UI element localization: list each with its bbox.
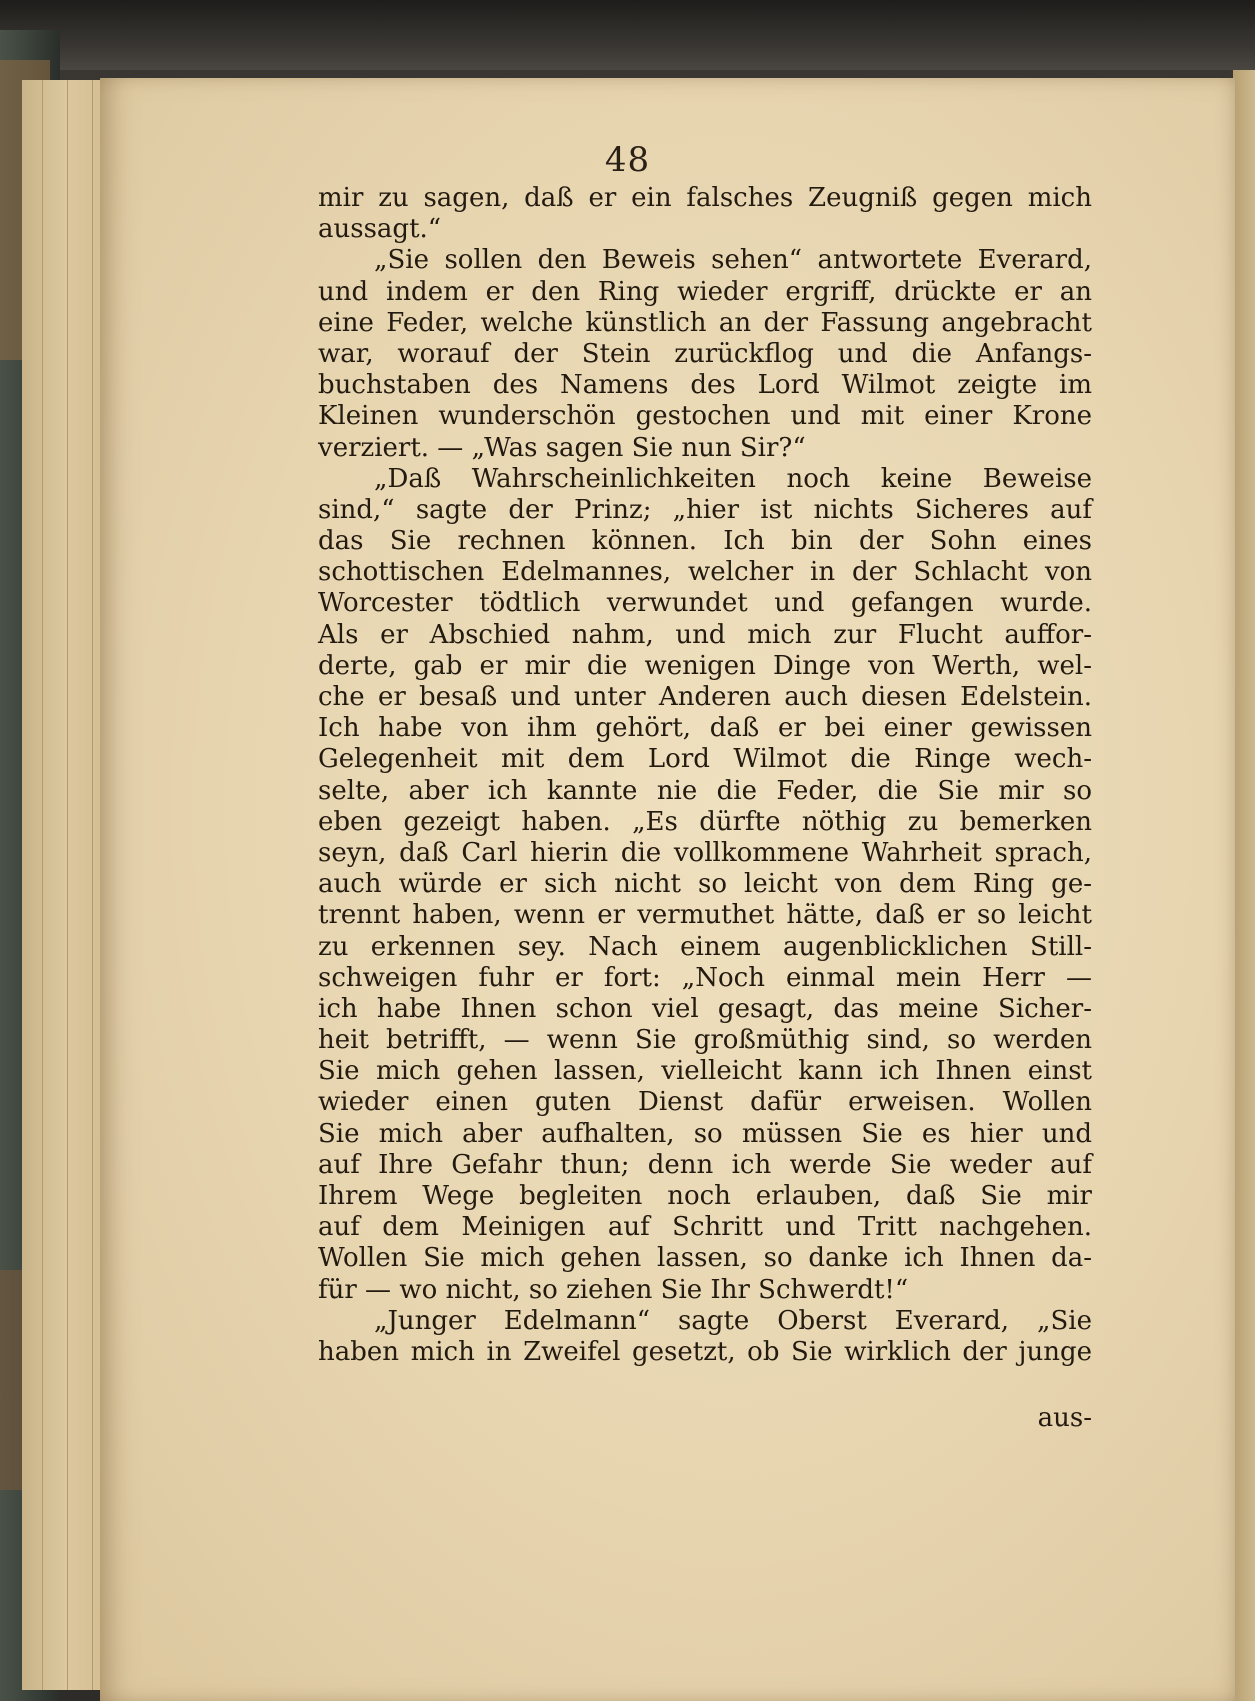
text-line: buchstaben des Namens des Lord Wilmot zeigte im — [318, 370, 1092, 401]
text-line: Kleinen wunderschön gestochen und mit einer Krone — [318, 401, 1092, 432]
text-line: war, worauf der Stein zurückflog und die Anfangs- — [318, 338, 1092, 369]
text-line: seyn, daß Carl hierin die vollkommene Wahrheit sprach, — [318, 837, 1092, 868]
text-line: ich habe Ihnen schon viel gesagt, das meine Sicher- — [318, 993, 1092, 1024]
text-line: Als er Abschied nahm, und mich zur Flucht auffor- — [318, 619, 1092, 650]
text-line: haben mich in Zweifel gesetzt, ob Sie wirklich der junge — [318, 1336, 1092, 1367]
text-line: sind,“ sagte der Prinz; „hier ist nichts Sicheres auf — [318, 494, 1092, 525]
page-edge-line — [67, 80, 68, 1690]
text-line: „Daß Wahrscheinlichkeiten noch keine Beweise — [374, 463, 1092, 494]
page-edge-line — [92, 80, 93, 1690]
text-line: auch würde er sich nicht so leicht von dem Ring ge- — [318, 869, 1092, 900]
text-line: wieder einen guten Dienst dafür erweisen. Wollen — [318, 1087, 1092, 1118]
text-line: und indem er den Ring wieder ergriff, drückte er an — [318, 276, 1092, 307]
text-line: auf dem Meinigen auf Schritt und Tritt nachgehen. — [318, 1212, 1092, 1243]
text-line: schottischen Edelmannes, welcher in der Schlacht von — [318, 557, 1092, 588]
book-top-edge — [0, 0, 1255, 70]
text-line: zu erkennen sey. Nach einem augenblicklichen Still- — [318, 931, 1092, 962]
text-line: Sie mich aber aufhalten, so müssen Sie es hier und — [318, 1118, 1092, 1149]
text-line: auf Ihre Gefahr thun; denn ich werde Sie weder auf — [318, 1149, 1092, 1180]
text-line: schweigen fuhr er fort: „Noch einmal mein Herr — — [318, 962, 1092, 993]
text-line: derte, gab er mir die wenigen Dinge von Werth, wel- — [318, 650, 1092, 681]
text-line: Worcester tödtlich verwundet und gefangen wurde. — [318, 588, 1092, 619]
text-line: aussagt.“ — [318, 214, 442, 245]
text-line: Sie mich gehen lassen, vielleicht kann ich Ihnen einst — [318, 1056, 1092, 1087]
text-line: Ihrem Wege begleiten noch erlauben, daß Sie mir — [318, 1181, 1092, 1211]
catchword: aus- — [1037, 1403, 1092, 1433]
text-line: das Sie rechnen können. Ich bin der Sohn eines — [318, 526, 1092, 557]
text-line: „Junger Edelmann“ sagte Oberst Everard, „Sie — [374, 1305, 1092, 1336]
text-line: verziert. — „Was sagen Sie nun Sir?“ — [318, 432, 806, 463]
text-line: „Sie sollen den Beweis sehen“ antwortete Everard, — [374, 245, 1092, 276]
text-line: mir zu sagen, daß er ein falsches Zeugniß gegen mich — [318, 183, 1092, 213]
text-line: Wollen Sie mich gehen lassen, so danke ich Ihnen da- — [318, 1243, 1092, 1274]
text-line: selte, aber ich kannte nie die Feder, die Sie mir so — [318, 775, 1092, 806]
page-body-text — [318, 183, 1092, 1368]
text-line: trennt haben, wenn er vermuthet hätte, daß er so leicht — [318, 900, 1092, 931]
text-line: Ich habe von ihm gehört, daß er bei einer gewissen — [318, 713, 1092, 744]
page-edge-line — [42, 80, 43, 1690]
text-line: für — wo nicht, so ziehen Sie Ihr Schwerdt!“ — [318, 1274, 909, 1305]
text-line: heit betrifft, — wenn Sie großmüthig sind, so werden — [318, 1025, 1092, 1056]
page-number: 48 — [604, 140, 651, 180]
text-line: eben gezeigt haben. „Es dürfte nöthig zu bemerken — [318, 806, 1092, 837]
text-line: eine Feder, welche künstlich an der Fassung angebracht — [318, 307, 1092, 338]
facing-page-edge — [1233, 70, 1255, 1701]
text-line: Gelegenheit mit dem Lord Wilmot die Ringe wech- — [318, 744, 1092, 775]
text-line: che er besaß und unter Anderen auch diesen Edelstein. — [318, 682, 1092, 712]
